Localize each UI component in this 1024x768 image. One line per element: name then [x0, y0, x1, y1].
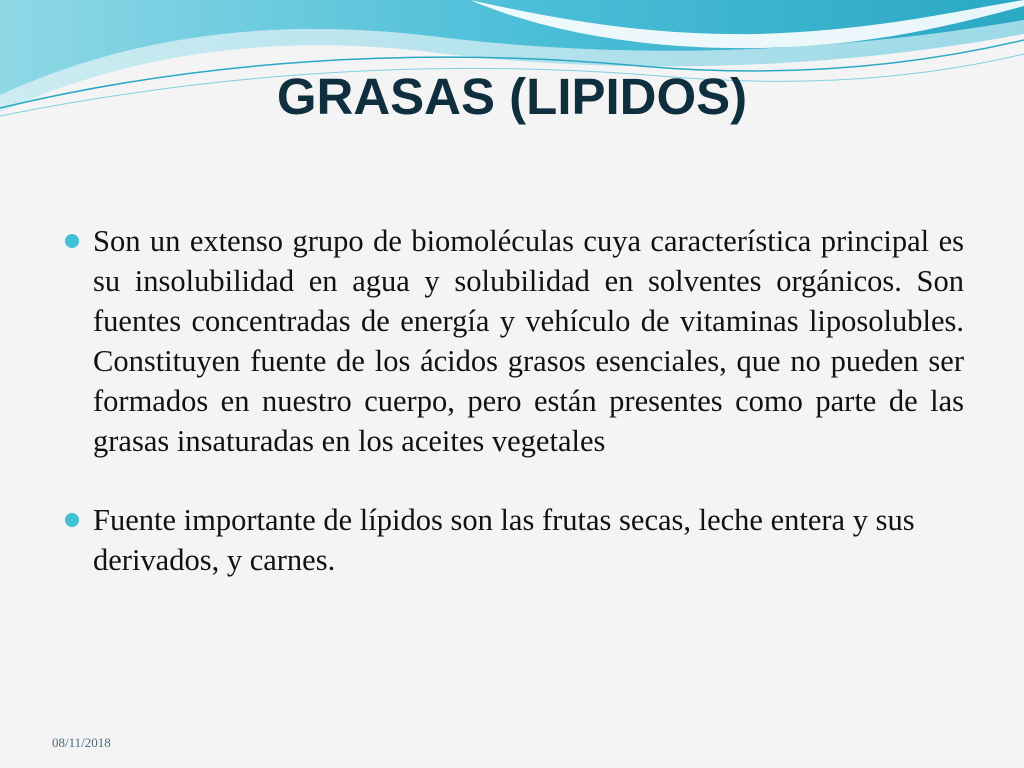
bullet-item	[62, 500, 964, 580]
bullet-item	[62, 221, 964, 461]
bullet-text: Son un extenso grupo de biomoléculas cuya característica principal es su insolubilidad en agua y solubilidad en solventes orgánicos. Son fuentes concentradas de energía y vehículo de vitaminas liposolubles. Constituyen fuente de los ácidos grasos esenciales, que no pueden ser formados en nuestro cuerpo, pero están presentes como parte de las grasas insaturadas en los aceites vegetales	[93, 224, 964, 458]
bullet-list	[62, 221, 964, 580]
slide-title: GRASAS (LIPIDOS)	[276, 68, 748, 125]
bullet-text: Fuente importante de lípidos son las frutas secas, leche entera y sus derivados, y carnes.	[93, 503, 915, 577]
bullet-dot-icon	[65, 234, 79, 248]
bullet-dot-icon	[65, 513, 79, 527]
footer-date: 08/11/2018	[52, 735, 111, 750]
